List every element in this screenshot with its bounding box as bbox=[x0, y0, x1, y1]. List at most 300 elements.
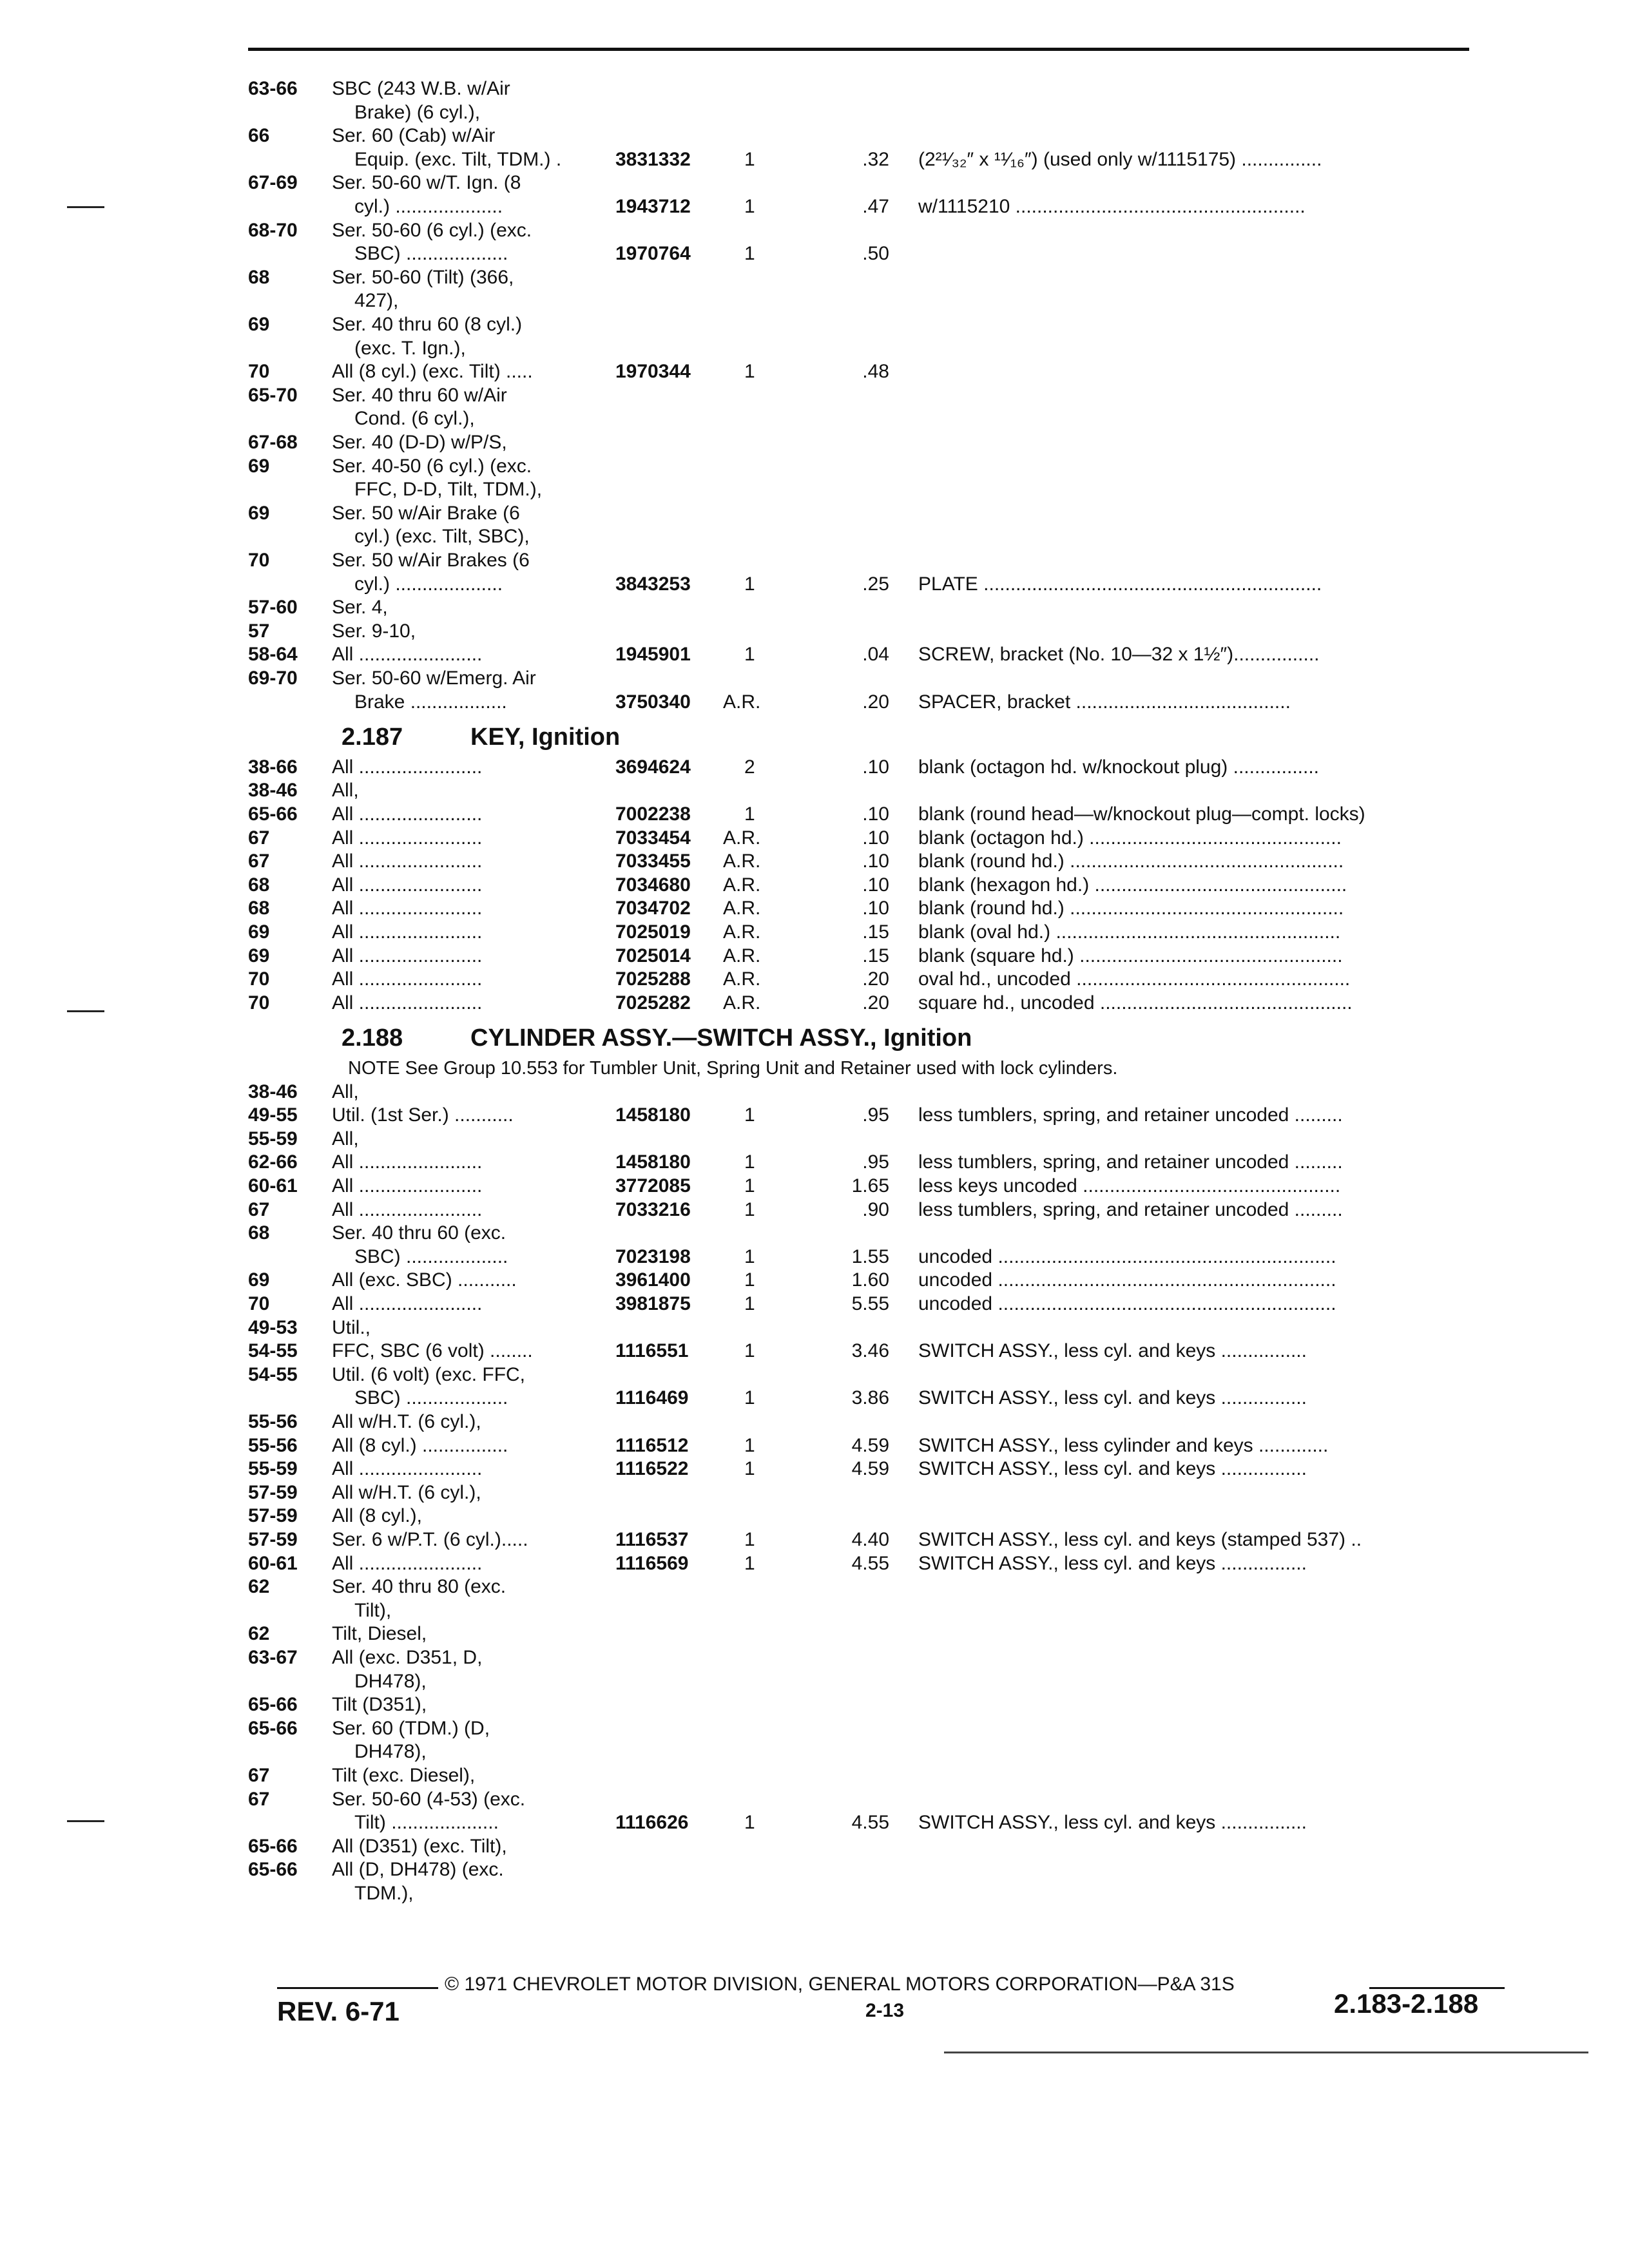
application-description: All ....................... bbox=[332, 1151, 483, 1173]
quantity: A.R. bbox=[723, 691, 761, 713]
part-number: 1116512 bbox=[615, 1434, 689, 1456]
part-row bbox=[0, 1244, 1629, 1270]
application-description: All, bbox=[332, 780, 359, 802]
application-description: Ser. 40 thru 80 (exc. bbox=[332, 1576, 506, 1598]
part-row bbox=[0, 477, 1629, 503]
quantity: A.R. bbox=[723, 945, 761, 966]
part-number: 7034702 bbox=[615, 898, 691, 919]
part-row bbox=[0, 147, 1629, 173]
price: .15 bbox=[862, 945, 889, 966]
part-row bbox=[0, 778, 1629, 803]
model-years: 62 bbox=[248, 1623, 270, 1645]
part-row bbox=[0, 1338, 1629, 1364]
application-description: SBC (243 W.B. w/Air bbox=[332, 78, 510, 99]
application-description: Ser. 50-60 (6 cyl.) (exc. bbox=[332, 219, 532, 241]
application-description: Ser. 50-60 (Tilt) (366, bbox=[332, 266, 514, 288]
application-description: Ser. 40-50 (6 cyl.) (exc. bbox=[332, 455, 532, 477]
price: .32 bbox=[862, 148, 889, 170]
application-description: All ....................... bbox=[332, 644, 483, 666]
part-description: less keys uncoded ................................................ bbox=[918, 1175, 1341, 1196]
part-row bbox=[0, 990, 1629, 1016]
application-description: SBC) ................... bbox=[354, 243, 508, 265]
part-row bbox=[0, 76, 1629, 102]
part-description: blank (octagon hd.) ............................................... bbox=[918, 827, 1342, 849]
application-description: Cond. (6 cyl.), bbox=[354, 408, 475, 430]
application-description: Ser. 50 w/Air Brake (6 bbox=[332, 502, 520, 524]
model-years: 69 bbox=[248, 314, 270, 335]
application-description: All ....................... bbox=[332, 803, 483, 825]
quantity: 1 bbox=[744, 1151, 755, 1173]
application-description: Ser. 40 (D-D) w/P/S, bbox=[332, 432, 507, 453]
quantity: 1 bbox=[744, 196, 755, 217]
model-years: 54-55 bbox=[248, 1363, 298, 1385]
application-description: SBC) ................... bbox=[354, 1387, 508, 1409]
application-description: (exc. T. Ign.), bbox=[354, 337, 466, 359]
application-description: All (exc. SBC) ........... bbox=[332, 1269, 517, 1291]
part-row bbox=[0, 872, 1629, 898]
application-description: Ser. 60 (Cab) w/Air bbox=[332, 125, 496, 147]
price: .47 bbox=[862, 196, 889, 217]
part-row bbox=[0, 1149, 1629, 1175]
price: .95 bbox=[862, 1151, 889, 1173]
model-years: 62-66 bbox=[248, 1151, 298, 1173]
part-row bbox=[0, 454, 1629, 479]
application-description: All (exc. D351, D, bbox=[332, 1647, 483, 1668]
model-years: 69 bbox=[248, 1269, 270, 1291]
price: 5.55 bbox=[851, 1293, 889, 1314]
model-years: 69 bbox=[248, 921, 270, 943]
quantity: A.R. bbox=[723, 968, 761, 990]
part-row bbox=[0, 430, 1629, 456]
model-years: 55-59 bbox=[248, 1128, 298, 1149]
quantity: 1 bbox=[744, 1434, 755, 1456]
part-number: 1116551 bbox=[615, 1340, 689, 1362]
footer-rule-left bbox=[277, 1987, 438, 1989]
part-description: blank (oval hd.) ..................................................... bbox=[918, 921, 1341, 943]
part-row bbox=[0, 919, 1629, 945]
part-number: 3831332 bbox=[615, 148, 691, 170]
price: .10 bbox=[862, 850, 889, 872]
part-number: 1116626 bbox=[615, 1812, 689, 1834]
section-heading bbox=[0, 722, 1629, 753]
part-row bbox=[0, 406, 1629, 432]
part-description: uncoded ............................................................... bbox=[918, 1245, 1336, 1267]
price: .10 bbox=[862, 898, 889, 919]
model-years: 68 bbox=[248, 266, 270, 288]
part-number: 1116522 bbox=[615, 1458, 689, 1480]
application-description: Ser. 40 thru 60 (exc. bbox=[332, 1222, 506, 1244]
part-row bbox=[0, 1173, 1629, 1199]
application-description: Brake .................. bbox=[354, 691, 507, 713]
price: 1.55 bbox=[851, 1245, 889, 1267]
part-row bbox=[0, 1079, 1629, 1105]
part-number: 1458180 bbox=[615, 1104, 691, 1126]
price: .50 bbox=[862, 243, 889, 265]
part-number: 7033454 bbox=[615, 827, 691, 849]
part-row bbox=[0, 1834, 1629, 1860]
part-number: 7023198 bbox=[615, 1245, 691, 1267]
part-row bbox=[0, 825, 1629, 851]
price: .10 bbox=[862, 803, 889, 825]
part-description: SWITCH ASSY., less cyl. and keys ................ bbox=[918, 1340, 1307, 1362]
part-row bbox=[0, 1503, 1629, 1529]
part-row bbox=[0, 1220, 1629, 1246]
model-years: 57-59 bbox=[248, 1505, 298, 1527]
part-number: 7034680 bbox=[615, 874, 691, 896]
model-years: 69 bbox=[248, 455, 270, 477]
application-description: All w/H.T. (6 cyl.), bbox=[332, 1481, 481, 1503]
model-years: 70 bbox=[248, 1293, 270, 1314]
part-row bbox=[0, 1716, 1629, 1742]
part-row bbox=[0, 619, 1629, 644]
model-years: 65-66 bbox=[248, 1717, 298, 1739]
part-description: blank (round hd.) ................................................... bbox=[918, 898, 1344, 919]
application-description: Ser. 6 w/P.T. (6 cyl.)..... bbox=[332, 1529, 528, 1550]
model-years: 70 bbox=[248, 550, 270, 571]
part-row bbox=[0, 1126, 1629, 1152]
part-description: SCREW, bracket (No. 10—32 x 1½″)................ bbox=[918, 644, 1320, 666]
price: 4.59 bbox=[851, 1458, 889, 1480]
part-row bbox=[0, 1102, 1629, 1128]
application-description: All, bbox=[332, 1128, 359, 1149]
part-row bbox=[0, 548, 1629, 573]
model-years: 49-53 bbox=[248, 1316, 298, 1338]
part-description: SWITCH ASSY., less cylinder and keys ............. bbox=[918, 1434, 1329, 1456]
application-description: All ....................... bbox=[332, 874, 483, 896]
application-description: All ....................... bbox=[332, 898, 483, 919]
copyright-text: © 1971 CHEVROLET MOTOR DIVISION, GENERAL MOTORS CORPORATION—P&A 31S bbox=[445, 1974, 1235, 1995]
quantity: 1 bbox=[744, 1529, 755, 1550]
quantity: 1 bbox=[744, 1269, 755, 1291]
model-years: 67 bbox=[248, 1765, 270, 1786]
model-years: 57-59 bbox=[248, 1481, 298, 1503]
part-description: SWITCH ASSY., less cyl. and keys ................ bbox=[918, 1552, 1307, 1574]
quantity: A.R. bbox=[723, 992, 761, 1014]
part-number: 1116569 bbox=[615, 1552, 689, 1574]
model-years: 70 bbox=[248, 968, 270, 990]
price: .10 bbox=[862, 874, 889, 896]
application-description: Ser. 40 thru 60 w/Air bbox=[332, 384, 507, 406]
part-description: SWITCH ASSY., less cyl. and keys ................ bbox=[918, 1458, 1307, 1480]
application-description: Equip. (exc. Tilt, TDM.) . bbox=[354, 148, 562, 170]
part-description: blank (round hd.) ................................................... bbox=[918, 850, 1344, 872]
part-row bbox=[0, 1645, 1629, 1671]
application-description: 427), bbox=[354, 290, 399, 312]
part-row bbox=[0, 666, 1629, 691]
part-row bbox=[0, 359, 1629, 385]
price: 1.60 bbox=[851, 1269, 889, 1291]
model-years: 57-59 bbox=[248, 1529, 298, 1550]
model-years: 67 bbox=[248, 827, 270, 849]
part-row bbox=[0, 1621, 1629, 1647]
part-row bbox=[0, 524, 1629, 550]
model-years: 57-60 bbox=[248, 597, 298, 619]
application-description: DH478), bbox=[354, 1670, 427, 1692]
model-years: 62 bbox=[248, 1576, 270, 1598]
part-description: uncoded ............................................................... bbox=[918, 1293, 1336, 1314]
model-years: 68-70 bbox=[248, 219, 298, 241]
application-description: All ....................... bbox=[332, 921, 483, 943]
part-row bbox=[0, 943, 1629, 969]
application-description: Tilt), bbox=[354, 1599, 392, 1621]
quantity: 1 bbox=[744, 1175, 755, 1196]
application-description: All ....................... bbox=[332, 1293, 483, 1314]
quantity: 1 bbox=[744, 573, 755, 595]
application-description: Ser. 50-60 w/T. Ign. (8 bbox=[332, 172, 521, 194]
model-years: 70 bbox=[248, 361, 270, 383]
part-description: square hd., uncoded ............................................... bbox=[918, 992, 1353, 1014]
part-number: 7002238 bbox=[615, 803, 691, 825]
price: .20 bbox=[862, 968, 889, 990]
part-row bbox=[0, 218, 1629, 244]
part-row bbox=[0, 572, 1629, 597]
price: .20 bbox=[862, 992, 889, 1014]
application-description: All (D351) (exc. Tilt), bbox=[332, 1835, 507, 1857]
application-description: FFC, SBC (6 volt) ........ bbox=[332, 1340, 533, 1362]
application-description: Tilt (D351), bbox=[332, 1694, 427, 1716]
part-description: less tumblers, spring, and retainer uncoded ......... bbox=[918, 1151, 1343, 1173]
quantity: A.R. bbox=[723, 898, 761, 919]
part-row bbox=[0, 896, 1629, 921]
application-description: All ....................... bbox=[332, 992, 483, 1014]
application-description: Tilt (exc. Diesel), bbox=[332, 1765, 476, 1786]
part-description: SPACER, bracket ........................................ bbox=[918, 691, 1291, 713]
bottom-rule bbox=[944, 2052, 1588, 2053]
part-row bbox=[0, 1480, 1629, 1506]
model-years: 69 bbox=[248, 502, 270, 524]
part-number: 3961400 bbox=[615, 1269, 691, 1291]
application-description: Ser. 4, bbox=[332, 597, 388, 619]
part-number: 7025014 bbox=[615, 945, 691, 966]
price: 4.55 bbox=[851, 1812, 889, 1834]
part-row bbox=[0, 312, 1629, 338]
part-number: 7025282 bbox=[615, 992, 691, 1014]
part-row bbox=[0, 1409, 1629, 1435]
part-row bbox=[0, 123, 1629, 149]
model-years: 63-67 bbox=[248, 1647, 298, 1668]
model-years: 54-55 bbox=[248, 1340, 298, 1362]
model-years: 57 bbox=[248, 620, 270, 642]
application-description: All ....................... bbox=[332, 1175, 483, 1196]
part-number: 3694624 bbox=[615, 756, 691, 778]
application-description: cyl.) .................... bbox=[354, 573, 503, 595]
application-description: All ....................... bbox=[332, 1458, 483, 1480]
model-years: 69-70 bbox=[248, 668, 298, 689]
part-row bbox=[0, 1362, 1629, 1388]
part-number: 3981875 bbox=[615, 1293, 691, 1314]
quantity: A.R. bbox=[723, 850, 761, 872]
model-years: 65-66 bbox=[248, 1859, 298, 1881]
model-years: 69 bbox=[248, 945, 270, 966]
part-description: blank (octagon hd. w/knockout plug) ................ bbox=[918, 756, 1319, 778]
application-description: Brake) (6 cyl.), bbox=[354, 101, 481, 123]
model-years: 60-61 bbox=[248, 1175, 298, 1196]
part-row bbox=[0, 1267, 1629, 1293]
application-description: Tilt) .................... bbox=[354, 1812, 499, 1834]
quantity: A.R. bbox=[723, 921, 761, 943]
part-description: blank (hexagon hd.) ............................................... bbox=[918, 874, 1347, 896]
application-description: SBC) ................... bbox=[354, 1245, 508, 1267]
price: .95 bbox=[862, 1104, 889, 1126]
model-years: 63-66 bbox=[248, 78, 298, 99]
part-description: uncoded ............................................................... bbox=[918, 1269, 1336, 1291]
page-number: 2-13 bbox=[865, 2000, 905, 2021]
price: .04 bbox=[862, 644, 889, 666]
model-years: 38-46 bbox=[248, 1081, 298, 1102]
part-number: 1945901 bbox=[615, 644, 691, 666]
application-description: FFC, D-D, Tilt, TDM.), bbox=[354, 479, 543, 501]
application-description: All w/H.T. (6 cyl.), bbox=[332, 1411, 481, 1432]
quantity: 1 bbox=[744, 243, 755, 265]
section-number: 2.188 bbox=[342, 1024, 403, 1052]
price: .48 bbox=[862, 361, 889, 383]
part-row bbox=[0, 595, 1629, 620]
model-years: 49-55 bbox=[248, 1104, 298, 1126]
price: .25 bbox=[862, 573, 889, 595]
section-title: KEY, Ignition bbox=[470, 724, 621, 751]
application-description: Ser. 60 (TDM.) (D, bbox=[332, 1717, 490, 1739]
part-row bbox=[0, 1881, 1629, 1907]
part-row bbox=[0, 1551, 1629, 1577]
model-years: 65-66 bbox=[248, 1835, 298, 1857]
model-years: 70 bbox=[248, 992, 270, 1014]
application-description: Ser. 40 thru 60 (8 cyl.) bbox=[332, 314, 523, 335]
application-description: Util. (1st Ser.) ........... bbox=[332, 1104, 514, 1126]
application-description: cyl.) (exc. Tilt, SBC), bbox=[354, 526, 530, 548]
part-number: 7033455 bbox=[615, 850, 691, 872]
quantity: 1 bbox=[744, 1293, 755, 1314]
application-description: All (8 cyl.) (exc. Tilt) ..... bbox=[332, 361, 533, 383]
model-years: 38-66 bbox=[248, 756, 298, 778]
price: .10 bbox=[862, 756, 889, 778]
model-years: 67-68 bbox=[248, 432, 298, 453]
application-description: Ser. 50 w/Air Brakes (6 bbox=[332, 550, 530, 571]
price: .15 bbox=[862, 921, 889, 943]
application-description: All ....................... bbox=[332, 968, 483, 990]
part-row bbox=[0, 1692, 1629, 1718]
model-years: 67 bbox=[248, 1198, 270, 1220]
part-row bbox=[0, 966, 1629, 992]
price: 4.55 bbox=[851, 1552, 889, 1574]
part-row bbox=[0, 642, 1629, 668]
part-row bbox=[0, 288, 1629, 314]
part-row bbox=[0, 336, 1629, 361]
part-row bbox=[0, 194, 1629, 220]
part-description: PLATE ............................................................... bbox=[918, 573, 1322, 595]
quantity: A.R. bbox=[723, 827, 761, 849]
model-years: 68 bbox=[248, 1222, 270, 1244]
part-row bbox=[0, 1574, 1629, 1600]
part-row bbox=[0, 689, 1629, 715]
part-number: 1458180 bbox=[615, 1151, 691, 1173]
quantity: 1 bbox=[744, 361, 755, 383]
quantity: 1 bbox=[744, 1812, 755, 1834]
quantity: 1 bbox=[744, 644, 755, 666]
application-description: DH478), bbox=[354, 1741, 427, 1763]
part-row bbox=[0, 1739, 1629, 1765]
application-description: All ....................... bbox=[332, 827, 483, 849]
part-row bbox=[0, 265, 1629, 291]
model-years: 65-66 bbox=[248, 803, 298, 825]
part-row bbox=[0, 241, 1629, 267]
application-description: Util. (6 volt) (exc. FFC, bbox=[332, 1363, 526, 1385]
part-description: blank (square hd.) ................................................. bbox=[918, 945, 1343, 966]
model-years: 66 bbox=[248, 125, 270, 147]
model-years: 65-66 bbox=[248, 1694, 298, 1716]
part-number: 1970344 bbox=[615, 361, 691, 383]
part-row bbox=[0, 802, 1629, 827]
part-row bbox=[0, 1598, 1629, 1624]
model-years: 55-56 bbox=[248, 1434, 298, 1456]
model-years: 67-69 bbox=[248, 172, 298, 194]
section-range: 2.183-2.188 bbox=[1334, 1988, 1479, 2019]
quantity: 2 bbox=[744, 756, 755, 778]
quantity: 1 bbox=[744, 1198, 755, 1220]
part-row bbox=[0, 1810, 1629, 1836]
part-description: SWITCH ASSY., less cyl. and keys ................ bbox=[918, 1812, 1307, 1834]
model-years: 68 bbox=[248, 874, 270, 896]
part-description: less tumblers, spring, and retainer uncoded ......... bbox=[918, 1104, 1343, 1126]
price: .90 bbox=[862, 1198, 889, 1220]
part-row bbox=[0, 1787, 1629, 1812]
application-description: All ....................... bbox=[332, 945, 483, 966]
part-number: 1943712 bbox=[615, 196, 691, 217]
part-row bbox=[0, 754, 1629, 780]
application-description: All (D, DH478) (exc. bbox=[332, 1859, 504, 1881]
application-description: Util., bbox=[332, 1316, 371, 1338]
part-number: 7025288 bbox=[615, 968, 691, 990]
price: 1.65 bbox=[851, 1175, 889, 1196]
application-description: All (8 cyl.), bbox=[332, 1505, 423, 1527]
quantity: 1 bbox=[744, 1104, 755, 1126]
quantity: 1 bbox=[744, 148, 755, 170]
part-row bbox=[0, 1456, 1629, 1482]
section-note: NOTE See Group 10.553 for Tumbler Unit, Spring Unit and Retainer used with lock cylinders. bbox=[348, 1058, 1118, 1079]
part-row bbox=[0, 1315, 1629, 1341]
part-row bbox=[0, 849, 1629, 874]
part-row bbox=[0, 383, 1629, 408]
part-description: SWITCH ASSY., less cyl. and keys (stamped 537) .. bbox=[918, 1529, 1362, 1550]
application-description: All, bbox=[332, 1081, 359, 1102]
part-row bbox=[0, 1291, 1629, 1317]
part-number: 1970764 bbox=[615, 243, 691, 265]
section-title: CYLINDER ASSY.—SWITCH ASSY., Ignition bbox=[470, 1024, 972, 1052]
part-description: (2²¹⁄₃₂″ x ¹¹⁄₁₆″) (used only w/1115175) ............... bbox=[918, 148, 1322, 170]
quantity: 1 bbox=[744, 1458, 755, 1480]
part-description: SWITCH ASSY., less cyl. and keys ................ bbox=[918, 1387, 1307, 1409]
quantity: 1 bbox=[744, 1552, 755, 1574]
part-row bbox=[0, 1197, 1629, 1223]
part-description: w/1115210 ...................................................... bbox=[918, 196, 1306, 217]
part-number: 1116469 bbox=[615, 1387, 689, 1409]
part-number: 7025019 bbox=[615, 921, 691, 943]
application-description: TDM.), bbox=[354, 1883, 414, 1904]
quantity: 1 bbox=[744, 1245, 755, 1267]
application-description: All (8 cyl.) ................ bbox=[332, 1434, 508, 1456]
part-description: blank (round head—w/knockout plug—compt. locks) bbox=[918, 803, 1365, 825]
model-years: 60-61 bbox=[248, 1552, 298, 1574]
application-description: Tilt, Diesel, bbox=[332, 1623, 427, 1645]
revision-label: REV. 6-71 bbox=[277, 1996, 400, 2026]
section-heading bbox=[0, 1023, 1629, 1053]
part-row bbox=[0, 1763, 1629, 1789]
application-description: All ....................... bbox=[332, 756, 483, 778]
part-number: 7033216 bbox=[615, 1198, 691, 1220]
quantity: A.R. bbox=[723, 874, 761, 896]
part-description: oval hd., uncoded ................................................... bbox=[918, 968, 1351, 990]
part-row bbox=[0, 1669, 1629, 1695]
model-years: 67 bbox=[248, 850, 270, 872]
